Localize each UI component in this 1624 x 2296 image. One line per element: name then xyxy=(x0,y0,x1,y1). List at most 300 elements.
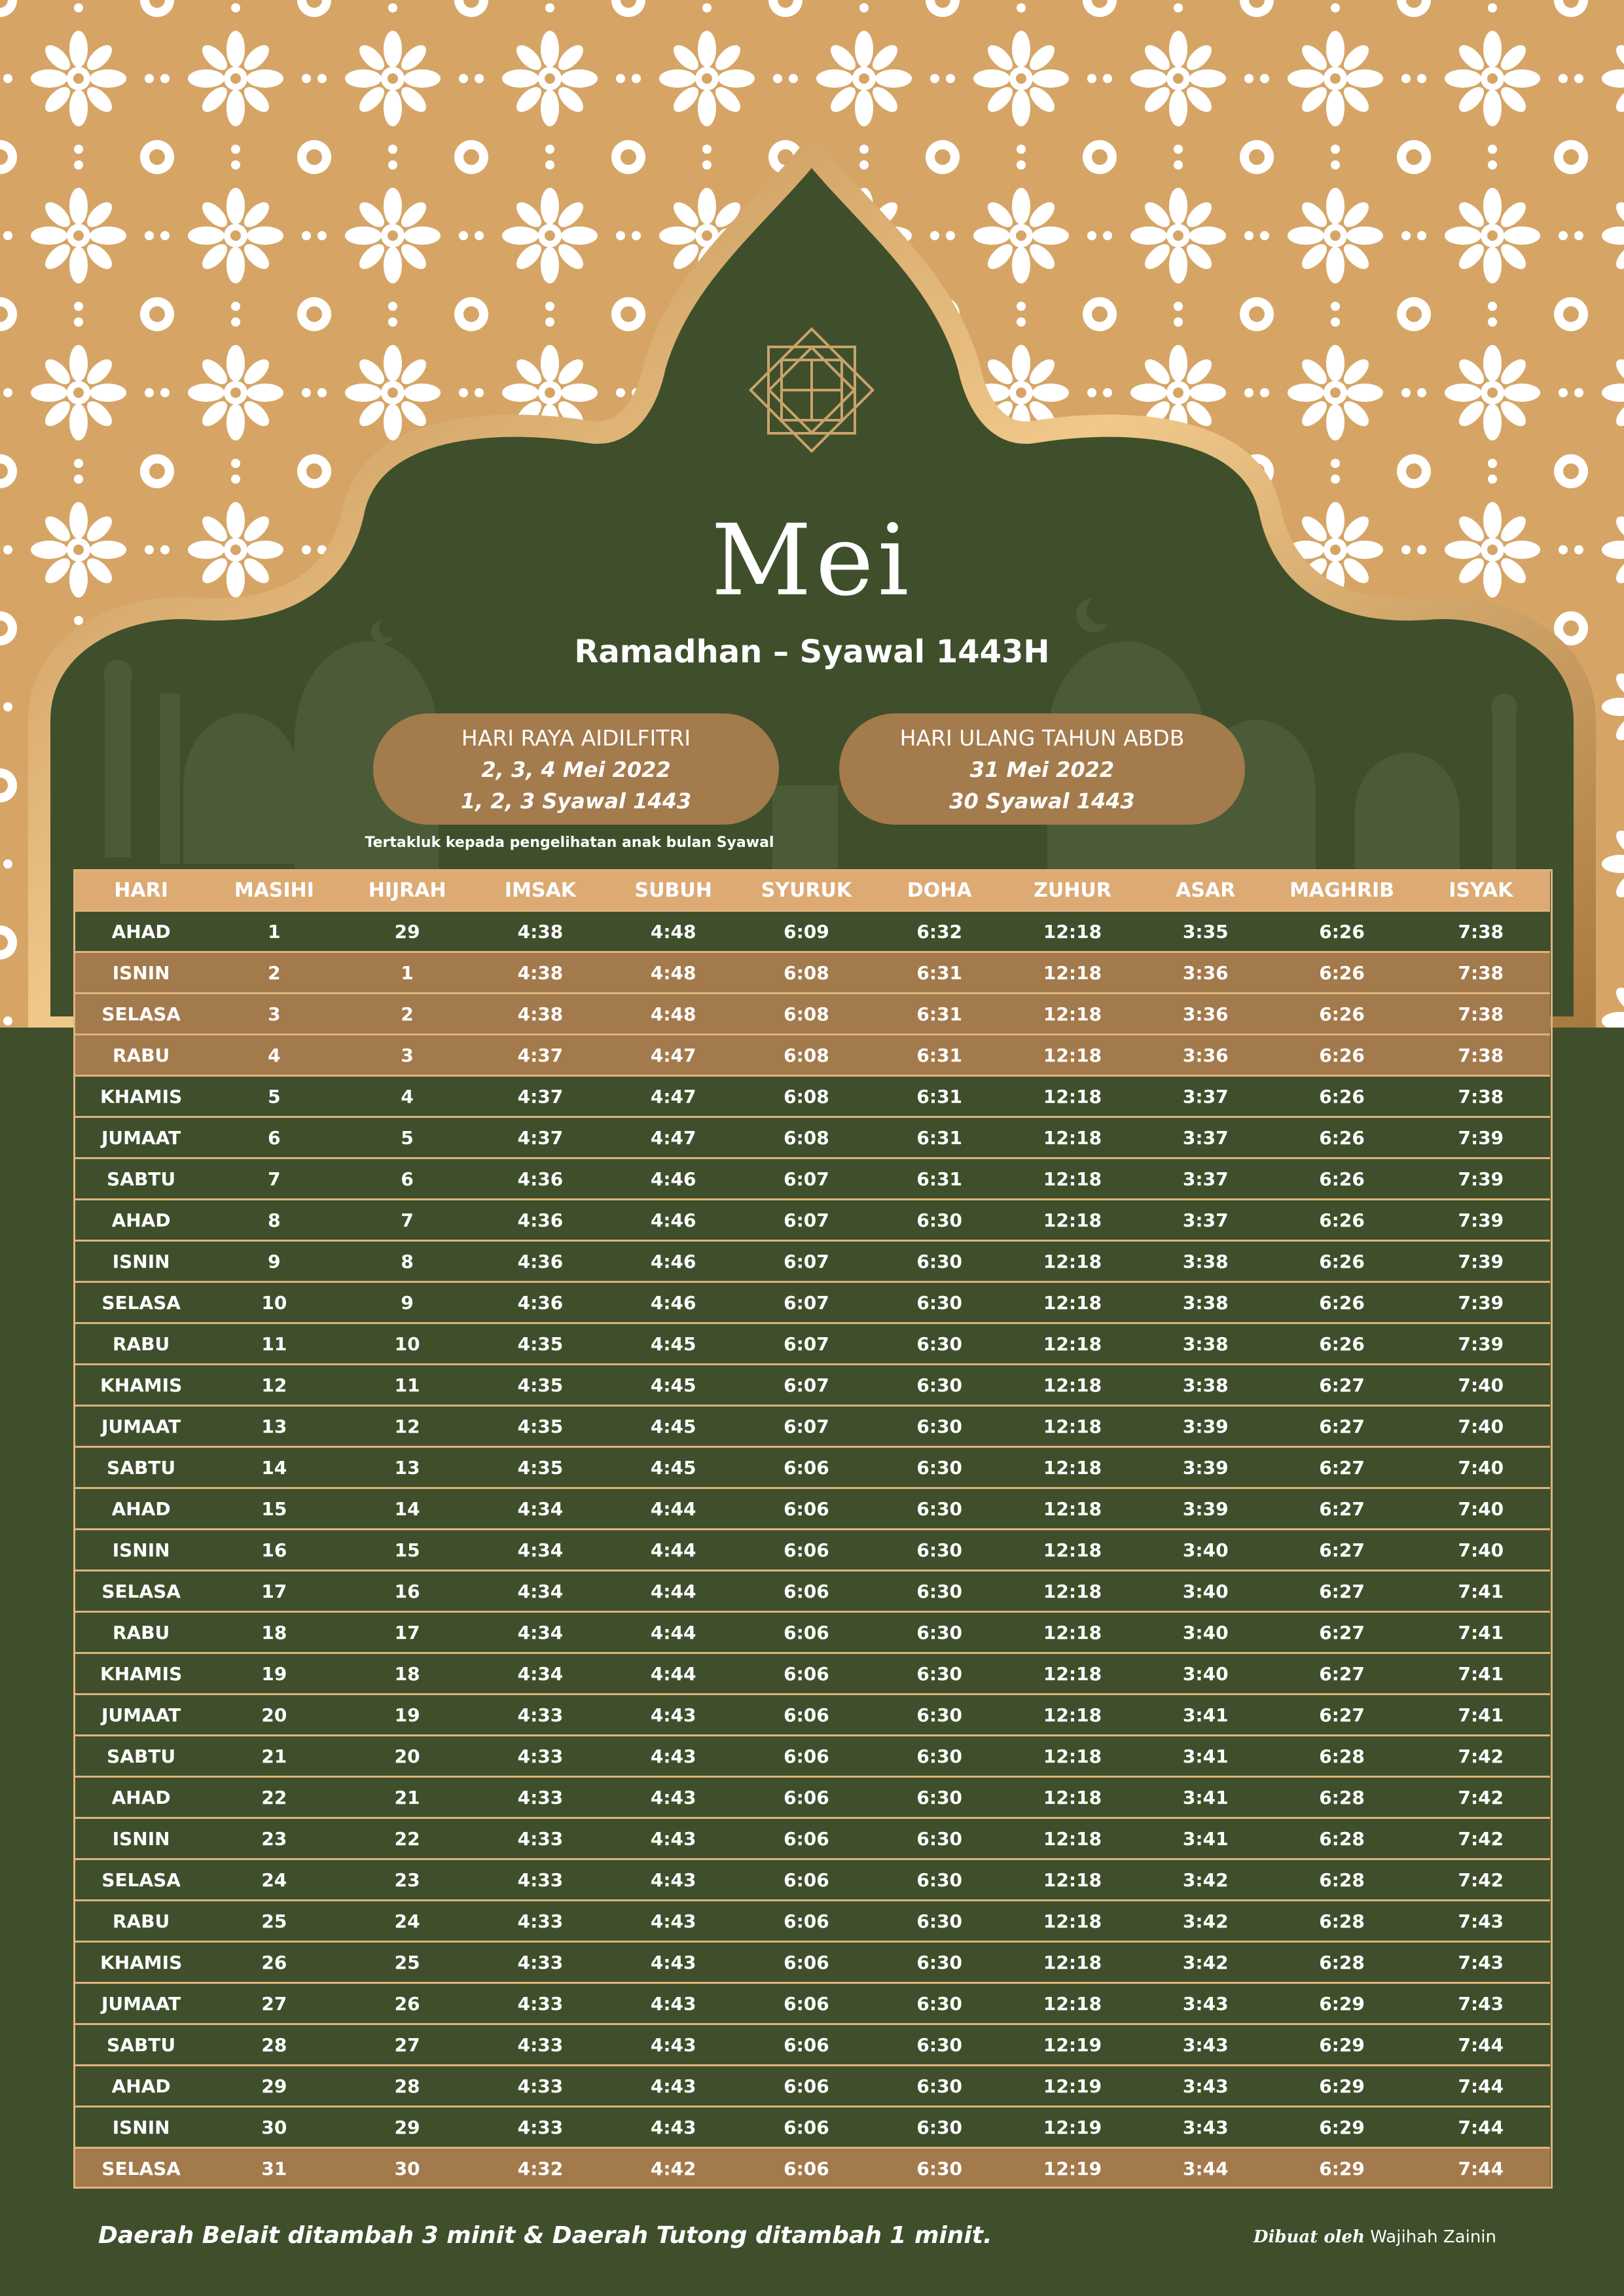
table-cell: SELASA xyxy=(75,1282,208,1323)
table-cell: 4:34 xyxy=(474,1488,607,1530)
table-cell: 12:19 xyxy=(1006,2024,1139,2066)
table-cell: 18 xyxy=(341,1653,474,1695)
column-header: ZUHUR xyxy=(1006,870,1139,911)
table-cell: 3:36 xyxy=(1139,1035,1272,1076)
table-row xyxy=(75,1323,1550,1365)
table-cell: 6:30 xyxy=(873,1530,1006,1571)
table-cell: 6:27 xyxy=(1272,1530,1411,1571)
table-row xyxy=(75,1530,1550,1571)
table-cell: 4:43 xyxy=(607,2066,740,2107)
table-cell: 23 xyxy=(341,1859,474,1901)
table-cell: 4:42 xyxy=(607,2148,740,2189)
table-cell: 29 xyxy=(341,911,474,952)
table-cell: 4:37 xyxy=(474,1076,607,1117)
table-cell: 6:30 xyxy=(873,1282,1006,1323)
table-cell: 4:35 xyxy=(474,1447,607,1488)
table-cell: 6:07 xyxy=(740,1323,873,1365)
table-cell: 7:44 xyxy=(1412,2107,1550,2148)
column-header: IMSAK xyxy=(474,870,607,911)
event-date-hijrah: 30 Syawal 1443 xyxy=(949,789,1135,814)
table-cell: 4:36 xyxy=(474,1241,607,1282)
column-header: HIJRAH xyxy=(341,870,474,911)
table-cell: 3:39 xyxy=(1139,1488,1272,1530)
table-cell: 24 xyxy=(341,1901,474,1942)
table-cell: 6:06 xyxy=(740,2148,873,2189)
table-row xyxy=(75,2148,1550,2189)
table-cell: 4:38 xyxy=(474,994,607,1035)
credit-name: Wajihah Zainin xyxy=(1370,2227,1496,2247)
table-cell: 6:28 xyxy=(1272,1818,1411,1859)
moon-sighting-note: Tertakluk kepada pengelihatan anak bulan Syawal xyxy=(365,834,774,851)
credit-prefix: Dibuat oleh xyxy=(1253,2227,1365,2247)
table-cell: 12:18 xyxy=(1006,911,1139,952)
table-cell: JUMAAT xyxy=(75,1695,208,1736)
table-cell: 7:40 xyxy=(1412,1488,1550,1530)
table-cell: 4:43 xyxy=(607,2107,740,2148)
table-cell: 4:34 xyxy=(474,1612,607,1653)
table-cell: 6:26 xyxy=(1272,1158,1411,1200)
table-cell: 12:19 xyxy=(1006,2148,1139,2189)
column-header: SUBUH xyxy=(607,870,740,911)
table-body xyxy=(75,911,1550,2189)
table-cell: 2 xyxy=(208,952,340,994)
event-pill-hari-raya xyxy=(373,713,779,825)
table-cell: 6:26 xyxy=(1272,1200,1411,1241)
table-row xyxy=(75,1035,1550,1076)
table-cell: 3:42 xyxy=(1139,1859,1272,1901)
table-row xyxy=(75,1901,1550,1942)
table-cell: 6:06 xyxy=(740,1488,873,1530)
table-cell: AHAD xyxy=(75,1777,208,1818)
table-cell: AHAD xyxy=(75,1488,208,1530)
table-cell: 4:48 xyxy=(607,952,740,994)
table-row xyxy=(75,1736,1550,1777)
table-cell: 4:43 xyxy=(607,1901,740,1942)
table-cell: 6:27 xyxy=(1272,1365,1411,1406)
table-cell: 14 xyxy=(208,1447,340,1488)
table-cell: 4:45 xyxy=(607,1406,740,1447)
table-cell: 6:07 xyxy=(740,1241,873,1282)
table-cell: 16 xyxy=(208,1530,340,1571)
table-cell: 27 xyxy=(341,2024,474,2066)
table-cell: AHAD xyxy=(75,1200,208,1241)
table-row xyxy=(75,1653,1550,1695)
table-cell: 11 xyxy=(208,1323,340,1365)
table-cell: 4:45 xyxy=(607,1365,740,1406)
column-header: SYURUK xyxy=(740,870,873,911)
table-cell: 15 xyxy=(208,1488,340,1530)
table-cell: 3:41 xyxy=(1139,1777,1272,1818)
table-cell: 6:31 xyxy=(873,1117,1006,1158)
table-cell: 12:18 xyxy=(1006,952,1139,994)
table-cell: 7:42 xyxy=(1412,1736,1550,1777)
table-cell: 24 xyxy=(208,1859,340,1901)
table-cell: 4:33 xyxy=(474,1818,607,1859)
table-cell: 5 xyxy=(341,1117,474,1158)
table-cell: 6:30 xyxy=(873,1942,1006,1983)
table-cell: 4:44 xyxy=(607,1571,740,1612)
table-cell: 3:38 xyxy=(1139,1365,1272,1406)
table-cell: 6:31 xyxy=(873,994,1006,1035)
table-cell: JUMAAT xyxy=(75,1117,208,1158)
table-cell: 1 xyxy=(208,911,340,952)
table-cell: 7:44 xyxy=(1412,2024,1550,2066)
event-pill-abdb xyxy=(839,713,1245,825)
table-cell: SABTU xyxy=(75,2024,208,2066)
table-cell: 3:42 xyxy=(1139,1901,1272,1942)
table-cell: 3:37 xyxy=(1139,1200,1272,1241)
table-cell: 12:18 xyxy=(1006,1736,1139,1777)
table-cell: 4:37 xyxy=(474,1117,607,1158)
table-cell: 4:33 xyxy=(474,1777,607,1818)
table-cell: AHAD xyxy=(75,2066,208,2107)
table-cell: 12:18 xyxy=(1006,1653,1139,1695)
table-cell: 4:47 xyxy=(607,1076,740,1117)
table-cell: 4:44 xyxy=(607,1653,740,1695)
table-cell: JUMAAT xyxy=(75,1983,208,2024)
table-cell: 6:06 xyxy=(740,2024,873,2066)
table-cell: 7:43 xyxy=(1412,1901,1550,1942)
table-row xyxy=(75,1241,1550,1282)
table-cell: 12:18 xyxy=(1006,1076,1139,1117)
table-cell: SABTU xyxy=(75,1447,208,1488)
table-cell: 6:06 xyxy=(740,2066,873,2107)
table-cell: 12:18 xyxy=(1006,1612,1139,1653)
table-cell: 6:26 xyxy=(1272,911,1411,952)
table-cell: 6:30 xyxy=(873,1200,1006,1241)
table-cell: 6:06 xyxy=(740,1942,873,1983)
table-cell: 6:26 xyxy=(1272,1323,1411,1365)
table-cell: SABTU xyxy=(75,1736,208,1777)
table-row xyxy=(75,1695,1550,1736)
table-cell: 12:18 xyxy=(1006,1488,1139,1530)
table-cell: 4:36 xyxy=(474,1158,607,1200)
table-cell: 6:30 xyxy=(873,2066,1006,2107)
table-cell: 6:30 xyxy=(873,1447,1006,1488)
table-cell: 4 xyxy=(208,1035,340,1076)
table-row xyxy=(75,1818,1550,1859)
table-cell: 6:06 xyxy=(740,1653,873,1695)
table-cell: RABU xyxy=(75,1612,208,1653)
table-cell: 7:41 xyxy=(1412,1653,1550,1695)
table-cell: 3 xyxy=(341,1035,474,1076)
table-cell: 29 xyxy=(341,2107,474,2148)
table-cell: 6:06 xyxy=(740,1777,873,1818)
month-title: Mei xyxy=(711,504,913,618)
table-cell: 12:19 xyxy=(1006,2107,1139,2148)
table-cell: 3:43 xyxy=(1139,2024,1272,2066)
table-row xyxy=(75,1117,1550,1158)
table-cell: 3:39 xyxy=(1139,1447,1272,1488)
table-cell: 7 xyxy=(341,1200,474,1241)
table-cell: 19 xyxy=(341,1695,474,1736)
table-cell: 4:46 xyxy=(607,1282,740,1323)
table-cell: 8 xyxy=(341,1241,474,1282)
table-cell: 6:06 xyxy=(740,1530,873,1571)
table-cell: 3:37 xyxy=(1139,1076,1272,1117)
table-cell: 4:44 xyxy=(607,1530,740,1571)
table-cell: 3:44 xyxy=(1139,2148,1272,2189)
table-cell: 6:30 xyxy=(873,2107,1006,2148)
table-cell: 4:48 xyxy=(607,911,740,952)
table-cell: 6:28 xyxy=(1272,1901,1411,1942)
table-cell: 4:32 xyxy=(474,2148,607,2189)
table-cell: 9 xyxy=(341,1282,474,1323)
table-cell: 12:18 xyxy=(1006,1818,1139,1859)
table-cell: 4 xyxy=(341,1076,474,1117)
table-cell: JUMAAT xyxy=(75,1406,208,1447)
column-header: MASIHI xyxy=(208,870,340,911)
table-cell: ISNIN xyxy=(75,1241,208,1282)
table-cell: 7 xyxy=(208,1158,340,1200)
table-cell: 7:44 xyxy=(1412,2066,1550,2107)
table-row xyxy=(75,1612,1550,1653)
table-cell: 7:39 xyxy=(1412,1241,1550,1282)
table-cell: 6:08 xyxy=(740,1117,873,1158)
table-cell: 3:41 xyxy=(1139,1818,1272,1859)
table-cell: 27 xyxy=(208,1983,340,2024)
table-cell: 6:27 xyxy=(1272,1488,1411,1530)
table-cell: 4:33 xyxy=(474,2107,607,2148)
table-cell: 3:43 xyxy=(1139,2107,1272,2148)
table-cell: 12:18 xyxy=(1006,1158,1139,1200)
table-cell: 3:36 xyxy=(1139,994,1272,1035)
table-cell: 26 xyxy=(208,1942,340,1983)
table-cell: 20 xyxy=(208,1695,340,1736)
table-cell: 4:35 xyxy=(474,1323,607,1365)
table-cell: 4:43 xyxy=(607,1777,740,1818)
table-cell: SELASA xyxy=(75,2148,208,2189)
table-cell: 6:30 xyxy=(873,1695,1006,1736)
table-cell: 4:33 xyxy=(474,1983,607,2024)
table-cell: 6:08 xyxy=(740,1076,873,1117)
table-cell: 29 xyxy=(208,2066,340,2107)
table-cell: 25 xyxy=(341,1942,474,1983)
table-cell: 6:27 xyxy=(1272,1571,1411,1612)
credit xyxy=(1254,2227,1496,2247)
table-cell: 12 xyxy=(341,1406,474,1447)
table-cell: 6:30 xyxy=(873,1488,1006,1530)
table-cell: 6:29 xyxy=(1272,2066,1411,2107)
table-cell: 6:26 xyxy=(1272,1076,1411,1117)
table-cell: 28 xyxy=(341,2066,474,2107)
table-cell: 6:06 xyxy=(740,1447,873,1488)
table-cell: 4:44 xyxy=(607,1612,740,1653)
table-cell: 12:18 xyxy=(1006,1571,1139,1612)
table-row xyxy=(75,1447,1550,1488)
table-cell: 30 xyxy=(208,2107,340,2148)
table-cell: 6:32 xyxy=(873,911,1006,952)
table-cell: 4:44 xyxy=(607,1488,740,1530)
table-cell: 6:08 xyxy=(740,952,873,994)
table-cell: 7:40 xyxy=(1412,1406,1550,1447)
table-cell: 4:34 xyxy=(474,1653,607,1695)
table-cell: 13 xyxy=(208,1406,340,1447)
footer-note: Daerah Belait ditambah 3 minit & Daerah Tutong ditambah 1 minit. xyxy=(98,2222,992,2249)
table-cell: 6:26 xyxy=(1272,1282,1411,1323)
prayer-timetable xyxy=(75,870,1550,2188)
table-cell: 7:42 xyxy=(1412,1777,1550,1818)
table-cell: 11 xyxy=(341,1365,474,1406)
table-cell: 6:30 xyxy=(873,1653,1006,1695)
table-cell: 4:45 xyxy=(607,1447,740,1488)
table-cell: 6:30 xyxy=(873,1736,1006,1777)
table-cell: 10 xyxy=(208,1282,340,1323)
column-header: ASAR xyxy=(1139,870,1272,911)
table-cell: 6:30 xyxy=(873,1983,1006,2024)
table-cell: 2 xyxy=(341,994,474,1035)
table-cell: 7:39 xyxy=(1412,1158,1550,1200)
table-row xyxy=(75,994,1550,1035)
table-cell: 12:18 xyxy=(1006,1942,1139,1983)
table-cell: 6:26 xyxy=(1272,994,1411,1035)
table-cell: 15 xyxy=(341,1530,474,1571)
table-cell: 12:18 xyxy=(1006,1406,1139,1447)
table-cell: 7:40 xyxy=(1412,1530,1550,1571)
table-cell: 7:44 xyxy=(1412,2148,1550,2189)
table-cell: 31 xyxy=(208,2148,340,2189)
table-cell: 7:41 xyxy=(1412,1612,1550,1653)
table-row xyxy=(75,1406,1550,1447)
table-cell: SELASA xyxy=(75,994,208,1035)
table-cell: 12:18 xyxy=(1006,1530,1139,1571)
table-cell: 6:08 xyxy=(740,994,873,1035)
table-cell: 6:30 xyxy=(873,1241,1006,1282)
table-cell: AHAD xyxy=(75,911,208,952)
table-cell: 6:06 xyxy=(740,1901,873,1942)
table-cell: 7:38 xyxy=(1412,1035,1550,1076)
table-cell: KHAMIS xyxy=(75,1942,208,1983)
table-cell: 21 xyxy=(341,1777,474,1818)
table-cell: 25 xyxy=(208,1901,340,1942)
table-row xyxy=(75,1200,1550,1241)
table-cell: 7:38 xyxy=(1412,952,1550,994)
table-cell: 6:26 xyxy=(1272,1035,1411,1076)
table-cell: 21 xyxy=(208,1736,340,1777)
table-cell: 10 xyxy=(341,1323,474,1365)
table-cell: 18 xyxy=(208,1612,340,1653)
table-cell: 12:18 xyxy=(1006,1117,1139,1158)
table-cell: RABU xyxy=(75,1035,208,1076)
table-cell: 6:30 xyxy=(873,1777,1006,1818)
table-cell: 7:39 xyxy=(1412,1200,1550,1241)
table-cell: 12:18 xyxy=(1006,1983,1139,2024)
table-row xyxy=(75,1983,1550,2024)
table-cell: 6:26 xyxy=(1272,952,1411,994)
table-cell: KHAMIS xyxy=(75,1653,208,1695)
table-cell: 7:39 xyxy=(1412,1323,1550,1365)
table-cell: 7:42 xyxy=(1412,1818,1550,1859)
table-cell: 4:35 xyxy=(474,1406,607,1447)
table-cell: SELASA xyxy=(75,1859,208,1901)
table-cell: 4:36 xyxy=(474,1282,607,1323)
table-cell: 3:40 xyxy=(1139,1653,1272,1695)
table-cell: 6:26 xyxy=(1272,1241,1411,1282)
islamic-star-ornament-icon xyxy=(751,329,873,452)
table-cell: 7:39 xyxy=(1412,1117,1550,1158)
table-cell: 20 xyxy=(341,1736,474,1777)
table-cell: 3:43 xyxy=(1139,1983,1272,2024)
column-header: DOHA xyxy=(873,870,1006,911)
table-cell: 3:41 xyxy=(1139,1736,1272,1777)
table-cell: 6:30 xyxy=(873,1901,1006,1942)
table-cell: 6 xyxy=(208,1117,340,1158)
table-cell: 6:28 xyxy=(1272,1942,1411,1983)
table-cell: 12:18 xyxy=(1006,1282,1139,1323)
table-row xyxy=(75,1158,1550,1200)
table-cell: 4:35 xyxy=(474,1365,607,1406)
table-row xyxy=(75,2024,1550,2066)
table-cell: SABTU xyxy=(75,1158,208,1200)
table-cell: 6:28 xyxy=(1272,1859,1411,1901)
table-cell: KHAMIS xyxy=(75,1365,208,1406)
table-cell: 4:33 xyxy=(474,1859,607,1901)
calendar-subtitle: Ramadhan – Syawal 1443H xyxy=(574,634,1050,670)
table-cell: 4:46 xyxy=(607,1241,740,1282)
table-cell: 6:30 xyxy=(873,1571,1006,1612)
table-cell: 6:06 xyxy=(740,1695,873,1736)
table-cell: 12:18 xyxy=(1006,994,1139,1035)
table-cell: 6:09 xyxy=(740,911,873,952)
table-cell: 6:06 xyxy=(740,1859,873,1901)
table-cell: 6:07 xyxy=(740,1158,873,1200)
table-cell: 6:28 xyxy=(1272,1777,1411,1818)
table-cell: 1 xyxy=(341,952,474,994)
column-header: HARI xyxy=(75,870,208,911)
table-cell: 6:06 xyxy=(740,1736,873,1777)
table-cell: 6:30 xyxy=(873,1406,1006,1447)
table-cell: 6:31 xyxy=(873,1076,1006,1117)
table-cell: 5 xyxy=(208,1076,340,1117)
table-cell: 6:06 xyxy=(740,2107,873,2148)
table-cell: 4:43 xyxy=(607,1736,740,1777)
table-row xyxy=(75,2066,1550,2107)
table-cell: 4:48 xyxy=(607,994,740,1035)
table-cell: 12:18 xyxy=(1006,1695,1139,1736)
table-cell: ISNIN xyxy=(75,1818,208,1859)
table-row xyxy=(75,1488,1550,1530)
table-cell: 4:38 xyxy=(474,911,607,952)
table-cell: 3:43 xyxy=(1139,2066,1272,2107)
table-cell: 6:30 xyxy=(873,1323,1006,1365)
table-cell: ISNIN xyxy=(75,952,208,994)
table-cell: 4:33 xyxy=(474,1942,607,1983)
table-cell: 12:18 xyxy=(1006,1901,1139,1942)
table-cell: 3:37 xyxy=(1139,1117,1272,1158)
table-cell: SELASA xyxy=(75,1571,208,1612)
table-cell: 4:47 xyxy=(607,1035,740,1076)
table-cell: 4:43 xyxy=(607,1818,740,1859)
table-cell: 7:43 xyxy=(1412,1983,1550,2024)
table-cell: 12:18 xyxy=(1006,1241,1139,1282)
table-cell: 9 xyxy=(208,1241,340,1282)
table-cell: 3:38 xyxy=(1139,1241,1272,1282)
table-cell: 6:27 xyxy=(1272,1406,1411,1447)
event-date-hijrah: 1, 2, 3 Syawal 1443 xyxy=(460,789,692,814)
table-cell: 4:36 xyxy=(474,1200,607,1241)
table-cell: 4:33 xyxy=(474,1901,607,1942)
table-cell: 3:40 xyxy=(1139,1530,1272,1571)
table-cell: ISNIN xyxy=(75,1530,208,1571)
table-cell: 7:38 xyxy=(1412,911,1550,952)
table-cell: 6:06 xyxy=(740,1571,873,1612)
table-cell: 6:27 xyxy=(1272,1447,1411,1488)
table-cell: 6:26 xyxy=(1272,1117,1411,1158)
table-cell: 16 xyxy=(341,1571,474,1612)
table-cell: 3:40 xyxy=(1139,1571,1272,1612)
table-cell: 8 xyxy=(208,1200,340,1241)
table-cell: 6:30 xyxy=(873,2024,1006,2066)
